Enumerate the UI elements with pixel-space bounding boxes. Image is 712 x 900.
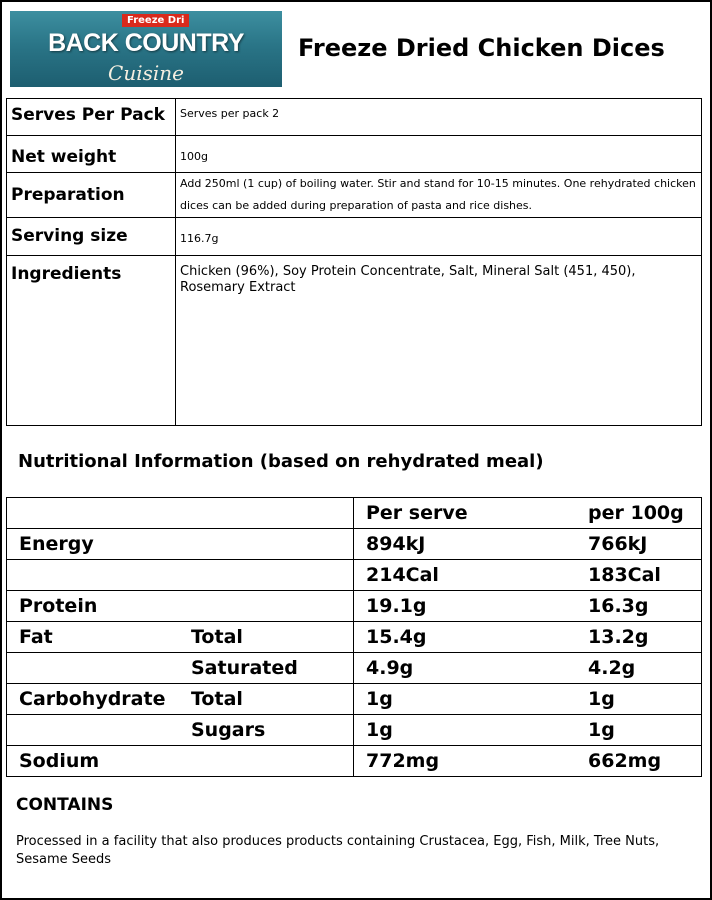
product-title: Freeze Dried Chicken Dices [298,34,665,62]
nutrition-row [7,529,702,560]
info-value: Chicken (96%), Soy Protein Concentrate, Salt, Mineral Salt (451, 450), Rosemary Extract [176,256,702,426]
nutrient-sub [191,591,354,622]
per-serve-value: 214Cal [354,560,577,591]
info-row [7,218,702,256]
nutrient-name [7,560,192,591]
brand-logo [10,11,282,87]
nutrient-sub [191,746,354,777]
info-row [7,256,702,426]
info-label: Serves Per Pack [7,99,176,136]
info-row [7,136,702,173]
nutrition-row [7,622,702,653]
nutrient-name [7,653,192,684]
nutrient-name: Protein [7,591,192,622]
nutrition-title: Nutritional Information (based on rehydrated meal) [18,451,544,472]
nutrient-sub: Total [191,622,354,653]
nutrition-row [7,560,702,591]
per-100g-value: 183Cal [576,560,702,591]
nutrient-name [7,715,192,746]
per-100g-header: per 100g [576,498,702,529]
logo-name: BACK COUNTRY [48,29,244,57]
info-value: 116.7g [176,218,702,256]
nutrient-sub [191,529,354,560]
per-serve-value: 1g [354,715,577,746]
per-serve-header: Per serve [354,498,577,529]
nutrition-row [7,591,702,622]
per-100g-value: 766kJ [576,529,702,560]
per-100g-value: 16.3g [576,591,702,622]
per-serve-value: 1g [354,684,577,715]
per-serve-value: 15.4g [354,622,577,653]
logo-tag: Freeze Dri [122,14,189,27]
info-label: Preparation [7,173,176,218]
info-value: Add 250ml (1 cup) of boiling water. Stir and stand for 10-15 minutes. One rehydrated chicken dices can be added during preparation of pasta and rice dishes. [176,173,702,218]
per-serve-value: 4.9g [354,653,577,684]
nutrient-name: Fat [7,622,192,653]
nutrition-row [7,746,702,777]
nutrient-sub: Sugars [191,715,354,746]
nutrition-row [7,715,702,746]
nutrition-row [7,653,702,684]
nutrient-sub: Saturated [191,653,354,684]
per-serve-value: 772mg [354,746,577,777]
info-label: Net weight [7,136,176,173]
per-serve-value: 894kJ [354,529,577,560]
nutrition-table [6,497,702,777]
allergen-note: Processed in a facility that also produces products containing Crustacea, Egg, Fish, Milk, Tree Nuts, Sesame Seeds [16,834,660,867]
info-row [7,99,702,136]
per-serve-value: 19.1g [354,591,577,622]
info-label: Serving size [7,218,176,256]
nutrient-name: Energy [7,529,192,560]
per-100g-value: 662mg [576,746,702,777]
logo-sub: Cuisine [108,61,184,85]
product-info-table [6,98,702,426]
per-100g-value: 13.2g [576,622,702,653]
per-100g-value: 1g [576,684,702,715]
info-label: Ingredients [7,256,176,426]
nutrient-name: Sodium [7,746,192,777]
nutrition-header-row [7,498,702,529]
info-row [7,173,702,218]
nutrient-name: Carbohydrate [7,684,192,715]
info-value: Serves per pack 2 [176,99,702,136]
per-100g-value: 4.2g [576,653,702,684]
nutrition-row [7,684,702,715]
nutrient-sub [191,560,354,591]
contains-heading: CONTAINS [16,795,114,815]
info-value: 100g [176,136,702,173]
nutrient-sub: Total [191,684,354,715]
per-100g-value: 1g [576,715,702,746]
